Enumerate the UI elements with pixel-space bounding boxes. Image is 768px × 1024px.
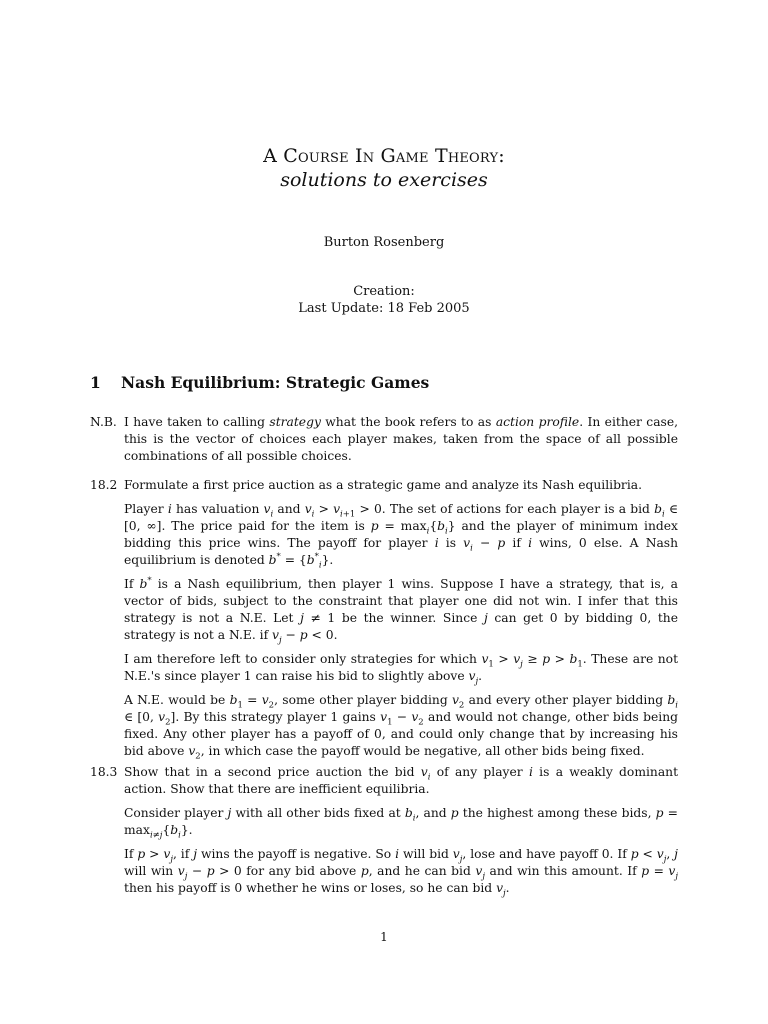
item-body: [124, 477, 678, 760]
paragraph: Consider player j with all other bids fixed at $b_i$, and p the highest among these bids, $p = \max_{i\ne j}\{b_i\}$.: [124, 806, 678, 841]
note-item: [90, 414, 678, 472]
creation-label: Creation:: [353, 284, 415, 299]
dates-block: [0, 283, 768, 317]
exercise-statement: Show that in a second price auction the bid $v_i$ of any player i is a weakly dominant action. Show that there are inefficient equilibria.: [124, 765, 679, 796]
section-number: 1: [90, 373, 101, 392]
section-title: Nash Equilibrium: Strategic Games: [121, 373, 430, 392]
item-body: [124, 764, 678, 897]
paragraph: I have taken to calling strategy what the book refers to as action profile. In either case, this is the vector of choices each player makes, taken from the space of all possible combinations of all possible choices.: [124, 415, 679, 463]
exercise-statement: Formulate a first price auction as a strategic game and analyze its Nash equilibria.: [124, 478, 642, 492]
document-title: A Course In Game Theory:: [263, 145, 505, 167]
paragraph: A N.E. would be $b_1 = v_2$, some other player bidding $v_2$ and every other player bidding $b_i$ ∈ [0, $v_2$]. By this strategy player 1 gains $v_1 - v_2$ and would not change, other bids being fixed. Any other player has a payoff of 0, and could only change that by increasing his bid above $v_2$, in which case the payoff would be negative, all other bids being fixed.: [124, 693, 679, 762]
paragraph: If b* is a Nash equilibrium, then player 1 wins. Suppose I have a strategy, that is, a vector of bids, subject to the constraint that player one did not win. I infer that this strategy is not a N.E. Let j ≠ 1 be the winner. Since j can get 0 by bidding 0, the strategy is not a N.E. if $v_j - p < 0$.: [124, 575, 678, 646]
paragraph: If $p > v_j$, if j wins the payoff is negative. So i will bid $v_j$, lose and have payoff 0. If $p < v_j$, j will win $v_j - p > 0$ for any bid above p, and he can bid $v_j$ and win this amount. If $p = v_j$ then his payoff is 0 whether he wins or loses, so he can bid $v_j$.: [124, 847, 678, 899]
section-heading: [90, 374, 429, 391]
paragraph: Player i has valuation $v_i$ and $v_i > v_{i+1} > 0$. The set of actions for each player is a bid $b_i$ ∈ [0, ∞]. The price paid for the item is $p = \max_i\{b_i\}$ and the player of minimum index bidding this price wins. The payoff for player i is $v_i - p$ if i wins, 0 else. A Nash equilibrium is denoted $b^* = \{b^*_i\}$.: [124, 502, 679, 571]
title-block: [0, 143, 768, 191]
exercise-18-3: [90, 764, 678, 904]
item-label: N.B.: [90, 415, 117, 429]
author-name: Burton Rosenberg: [323, 235, 445, 250]
page-number: 1: [380, 930, 388, 944]
paragraph: I am therefore left to consider only strategies for which $v_1 > v_j \ge p > b_1$. These are not N.E.'s since player 1 can raise his bid to slightly above $v_j$.: [124, 652, 679, 687]
item-label: 18.3: [90, 765, 118, 779]
item-label: 18.2: [90, 478, 118, 492]
exercise-18-2: [90, 477, 678, 767]
item-body: [124, 414, 678, 465]
document-subtitle: solutions to exercises: [280, 169, 488, 191]
last-update: Last Update: 18 Feb 2005: [298, 301, 470, 316]
